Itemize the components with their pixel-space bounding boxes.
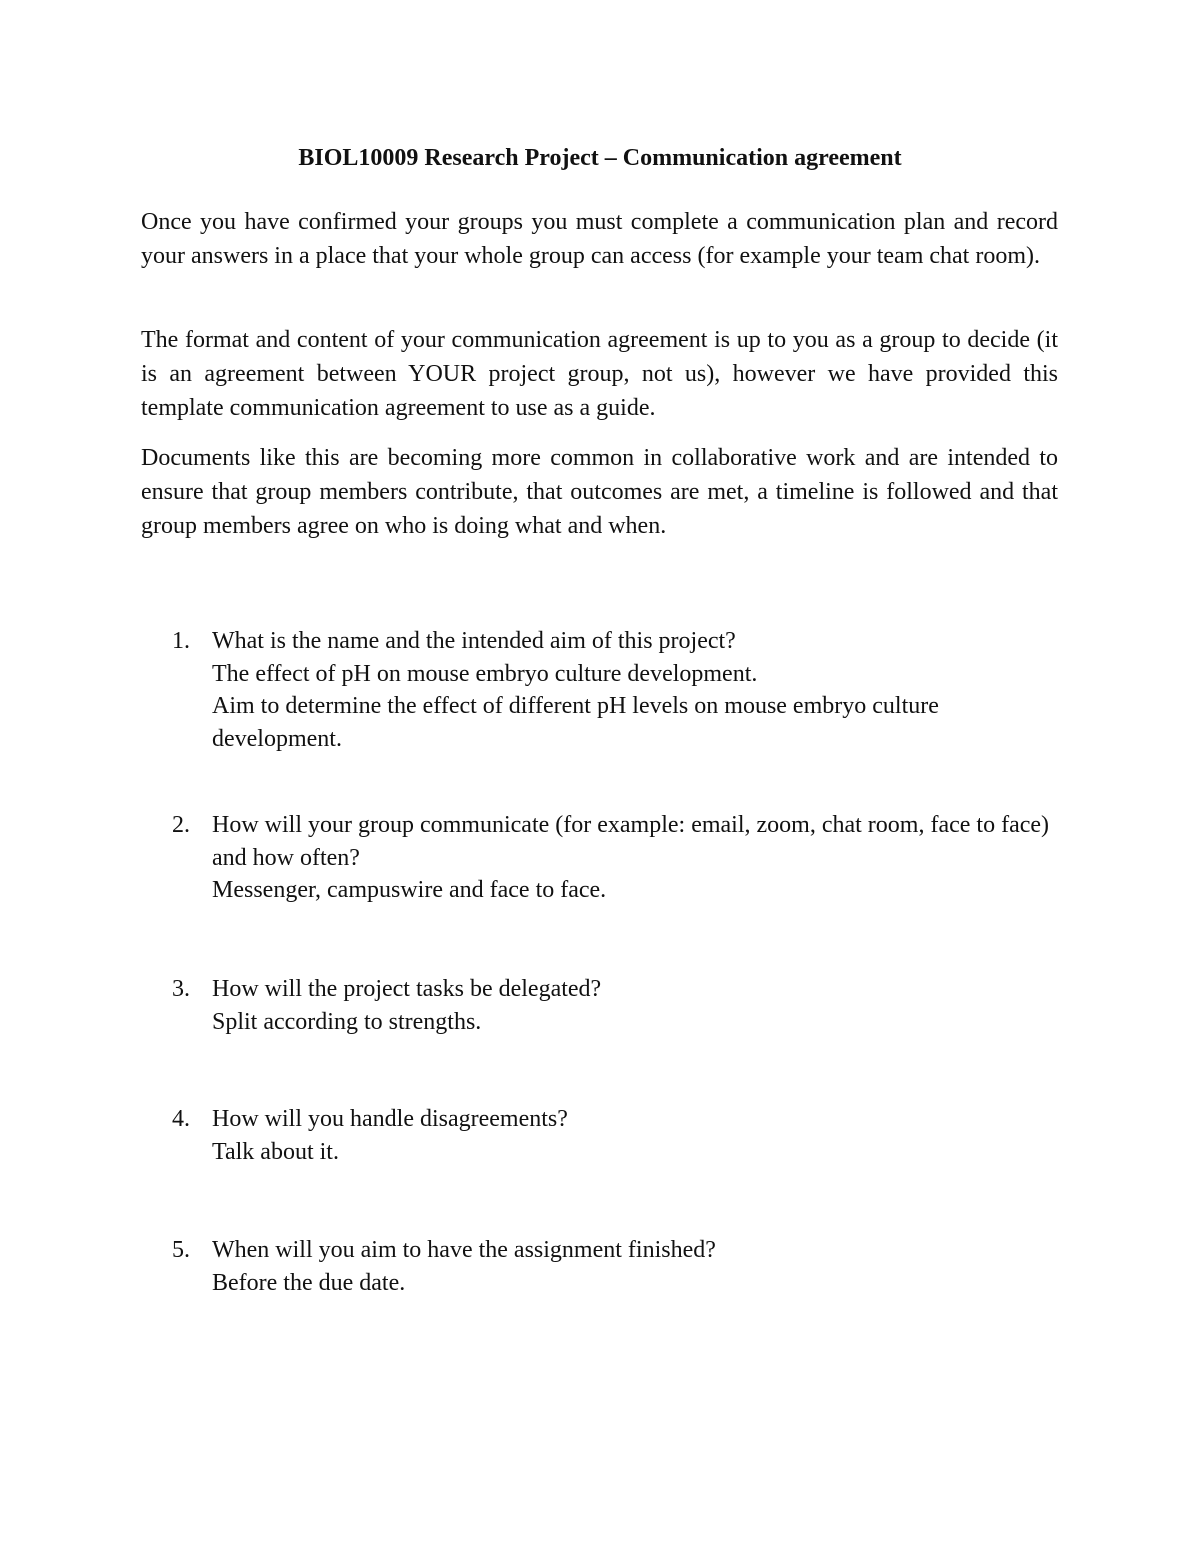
- question-item-2: [172, 809, 1052, 907]
- question-text: When will you aim to have the assignment finished?: [212, 1237, 716, 1263]
- question-number: 5.: [172, 1237, 190, 1263]
- question-item-4: [172, 1103, 1052, 1168]
- question-number: 4.: [172, 1106, 190, 1132]
- intro-paragraph: Once you have confirmed your groups you must complete a communication plan and record your answers in a place that your whole group can access (for example your team chat room).: [141, 209, 1058, 269]
- question-item-3: [172, 973, 1052, 1038]
- format-paragraph: The format and content of your communication agreement is up to you as a group to decide (it is an agreement between YOUR project group, not us), however we have provided this template communication agreement to use as a guide.: [141, 327, 1058, 421]
- answer-text: Before the due date.: [212, 1269, 406, 1296]
- purpose-paragraph: Documents like this are becoming more common in collaborative work and are intended to ensure that group members contribute, that outcomes are met, a timeline is followed and that group members agree on who is doing what and when.: [141, 445, 1058, 539]
- document-title: BIOL10009 Research Project – Communication agreement: [298, 145, 902, 171]
- question-text: How will your group communicate (for example: email, zoom, chat room, face to face) and how often?: [212, 812, 1050, 871]
- question-number: 3.: [172, 976, 190, 1002]
- question-item-1: [172, 625, 1052, 755]
- question-item-5: [172, 1234, 1052, 1299]
- question-number: 2.: [172, 812, 190, 838]
- answer-text: Messenger, campuswire and face to face.: [212, 877, 607, 903]
- question-text: How will the project tasks be delegated?: [212, 976, 602, 1002]
- answer-text: Talk about it.: [212, 1138, 339, 1165]
- answer-text: The effect of pH on mouse embryo culture development.: [212, 660, 758, 687]
- question-text: How will you handle disagreements?: [212, 1106, 568, 1132]
- answer-text: Aim to determine the effect of different pH levels on mouse embryo culture development.: [212, 693, 939, 752]
- question-number: 1.: [172, 628, 190, 654]
- question-text: What is the name and the intended aim of this project?: [212, 628, 736, 654]
- answer-text: Split according to strengths.: [212, 1008, 482, 1035]
